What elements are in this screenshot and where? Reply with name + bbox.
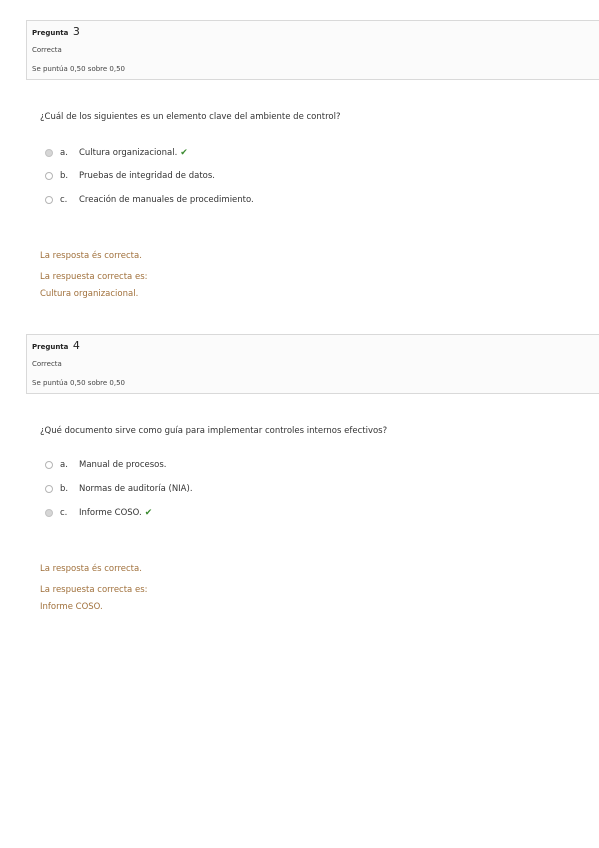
- answer-option-b[interactable]: [45, 484, 193, 494]
- answer-option-a[interactable]: [45, 460, 166, 470]
- question-number: 3: [72, 25, 80, 38]
- option-text: Pruebas de integridad de datos.: [79, 171, 216, 181]
- answer-option-c[interactable]: [45, 195, 254, 205]
- checkmark-icon: ✔: [180, 148, 188, 158]
- option-letter: a.: [60, 460, 68, 470]
- question-state: Correcta: [32, 46, 62, 54]
- radio-button[interactable]: [45, 172, 53, 180]
- question-grade: Se puntúa 0,50 sobre 0,50: [32, 379, 126, 387]
- question-grade: Se puntúa 0,50 sobre 0,50: [32, 65, 126, 73]
- radio-button[interactable]: [45, 196, 53, 204]
- answer-option-b[interactable]: [45, 171, 215, 181]
- question-title: [32, 25, 80, 38]
- right-answer: Informe COSO.: [40, 602, 103, 612]
- radio-button[interactable]: [45, 149, 53, 157]
- answer-option-a[interactable]: [45, 148, 188, 158]
- question-info-3: [26, 20, 599, 80]
- feedback-text: La resposta és correcta.: [40, 564, 142, 574]
- question-info-4: [26, 334, 599, 394]
- option-letter: b.: [60, 171, 69, 181]
- option-text: Informe COSO.: [79, 508, 142, 518]
- option-letter: c.: [60, 508, 68, 518]
- right-answer-label: La respuesta correcta es:: [40, 272, 148, 282]
- option-letter: c.: [60, 195, 68, 205]
- question-state: Correcta: [32, 360, 62, 368]
- question-number: 4: [72, 339, 80, 352]
- question-text: ¿Cuál de los siguientes es un elemento clave del ambiente de control?: [40, 112, 341, 122]
- option-text: Normas de auditoría (NIA).: [79, 484, 193, 494]
- option-letter: b.: [60, 484, 69, 494]
- question-title: [32, 339, 80, 352]
- option-text: Cultura organizacional.: [79, 148, 178, 158]
- option-text: Manual de procesos.: [79, 460, 167, 470]
- option-text: Creación de manuales de procedimiento.: [79, 195, 254, 205]
- checkmark-icon: ✔: [144, 508, 153, 518]
- option-letter: a.: [60, 148, 68, 158]
- right-answer-label: La respuesta correcta es:: [40, 585, 148, 595]
- radio-button[interactable]: [45, 485, 53, 493]
- question-text: ¿Qué documento sirve como guía para implementar controles internos efectivos?: [40, 426, 388, 436]
- right-answer: Cultura organizacional.: [40, 289, 139, 299]
- radio-button[interactable]: [45, 461, 53, 469]
- question-label: Pregunta: [32, 29, 69, 37]
- radio-button[interactable]: [45, 509, 53, 517]
- answer-option-c[interactable]: [45, 508, 152, 518]
- feedback-text: La resposta és correcta.: [40, 251, 142, 261]
- question-label: Pregunta: [32, 343, 69, 351]
